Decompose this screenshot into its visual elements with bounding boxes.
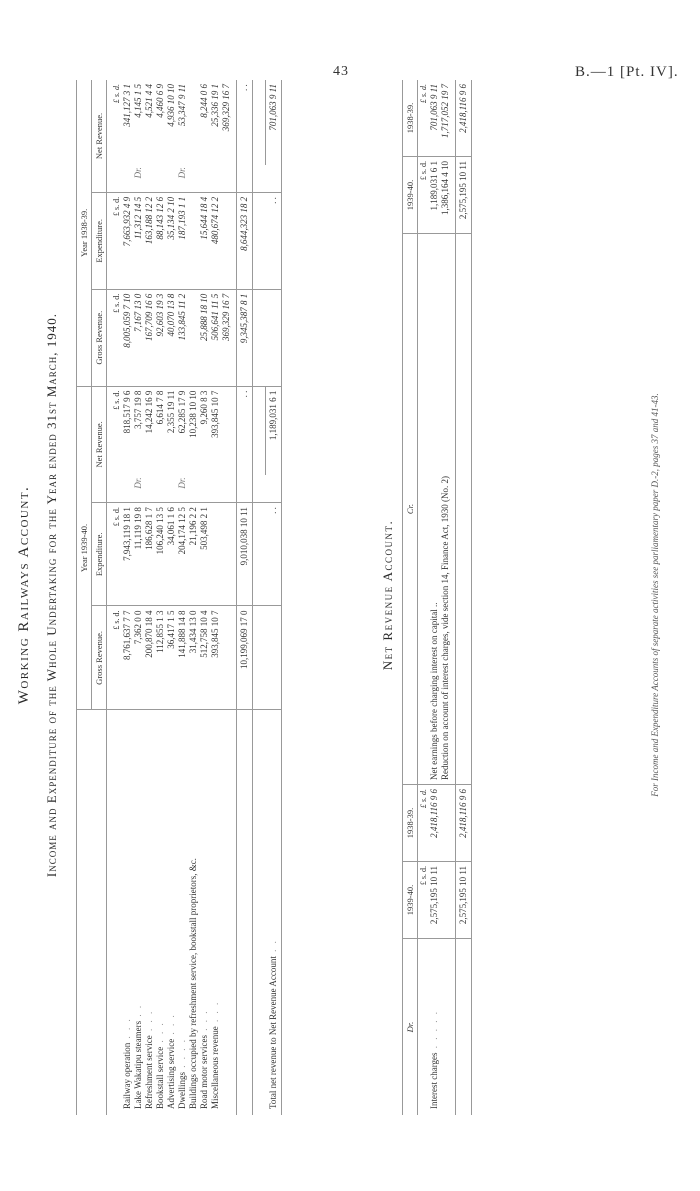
row-label: Road motor services: [199, 1035, 209, 1109]
unit-row: [418, 80, 430, 1115]
row-leader: [221, 1107, 231, 1109]
debit-prefix: [166, 475, 177, 502]
income-expenditure-table: [76, 80, 282, 1115]
debit-prefix: [188, 165, 199, 192]
expenditure-1938: 11,312 14 5: [133, 192, 144, 289]
cr-year-1938-header: 1938-39.: [403, 80, 418, 157]
cr-total-1939: 2,575,195 10 11: [456, 157, 472, 234]
debit-prefix: [155, 475, 166, 502]
expenditure-1938: 480,674 12 2: [210, 192, 221, 289]
gross-1938: 25,888 18 10: [199, 289, 210, 386]
table-row: [144, 80, 155, 1115]
gross-1938: 40,070 13 8: [166, 289, 177, 386]
row-label: Refreshment service: [144, 1035, 154, 1109]
debit-header: Dr.: [405, 1021, 415, 1033]
gross-1938: 167,709 16 6: [144, 289, 155, 386]
interest-reduction-1939: 1,386,164 4 10: [440, 157, 451, 234]
gross-1939: 36,417 1 5: [166, 606, 177, 710]
table-row: [429, 80, 440, 1115]
debit-prefix: [166, 165, 177, 192]
debit-prefix: [221, 165, 232, 192]
dr-total-1938: 2,418,116 9 6: [456, 785, 472, 862]
net-1938: 341,127 3 1: [122, 84, 132, 127]
gross-1938: 92,603 19 3: [155, 289, 166, 386]
interest-reduction-1938: 1,717,052 19 7: [440, 80, 451, 157]
debit-prefix: Dr.: [177, 475, 188, 502]
expenditure-1938: 88,143 12 6: [155, 192, 166, 289]
net-1939: 6,614 7 8: [155, 390, 165, 425]
gross-1938: 8,005,059 7 10: [122, 289, 133, 386]
net-revenue-account-table: [402, 80, 472, 1115]
net-1938: 53,347 9 11: [177, 84, 187, 127]
debit-prefix: [144, 165, 155, 192]
gross-1939: [221, 606, 232, 710]
net-earnings-1939: 1,189,031 6 1: [429, 157, 440, 234]
table-row: [166, 80, 177, 1115]
account-subtitle: Income and Expenditure of the Whole Undertaking for the Year ended 31st March, 1940.: [44, 312, 59, 878]
net-earnings-1938: 701,063 9 11: [429, 80, 440, 157]
net-transfer-value-1939: 1,189,031 6 1: [266, 386, 282, 475]
gross-1939: 31,434 13 0: [188, 606, 199, 710]
net-transfer-expenditure-1938: . .: [266, 192, 282, 289]
net-1939: 2,355 19 11: [166, 390, 176, 434]
debit-prefix: [210, 475, 221, 502]
net-1938: 25,336 19 1: [210, 84, 220, 127]
gross-revenue-header-2: Gross Revenue.: [92, 289, 107, 386]
gross-1938: 7,167 13 0: [133, 289, 144, 386]
unit-label: £ s. d.: [418, 157, 430, 234]
net-1938: 4,145 1 5: [133, 84, 143, 118]
gross-revenue-header-1: Gross Revenue.: [92, 606, 107, 710]
total-net-1939: . .: [239, 390, 249, 398]
net-1938: 4,936 10 10: [166, 84, 176, 127]
unit-label: £ s. d.: [111, 503, 122, 606]
expenditure-1939: 106,240 13 5: [155, 503, 166, 606]
row-label: Railway operation: [122, 1042, 132, 1109]
page-number: 43: [333, 64, 349, 79]
table-row: [133, 80, 144, 1115]
dr-total-1939: 2,575,195 10 11: [456, 862, 472, 939]
unit-row: [111, 80, 122, 1115]
expenditure-1939: 186,628 1 7: [144, 503, 155, 606]
row-label: Lake Wakatipu steamers: [133, 1020, 143, 1109]
expenditure-1939: 21,196 2 2: [188, 503, 199, 606]
interest-charges-1939: 2,575,195 10 11: [429, 862, 440, 939]
table-row: [210, 80, 221, 1115]
row-leader: . . .: [155, 1021, 165, 1043]
expenditure-1938: 35,134 2 10: [166, 192, 177, 289]
net-revenue-totals-row: [456, 80, 472, 1115]
table-row: [440, 80, 451, 1115]
gross-1938: 506,641 11 5: [210, 289, 221, 386]
unit-label: £ s. d.: [111, 192, 122, 289]
debit-prefix: Dr.: [177, 165, 188, 192]
table-row: [221, 80, 232, 1115]
expenditure-1939: 503,498 2 1: [199, 503, 210, 606]
row-leader: . . . . .: [429, 1009, 439, 1049]
net-transfer-label: Total net revenue to Net Revenue Account: [267, 956, 278, 1109]
debit-prefix: [122, 475, 133, 502]
debit-prefix: [155, 165, 166, 192]
unit-label: £ s. d.: [112, 390, 121, 410]
expenditure-1938: 187,193 1 1: [177, 192, 188, 289]
table-row: [199, 80, 210, 1115]
year-1938-39-header: Year 1938-39.: [77, 80, 92, 386]
net-1939: 818,517 9 6: [122, 390, 132, 434]
unit-label: £ s. d.: [111, 289, 122, 386]
net-transfer-expenditure-1939: . .: [266, 503, 282, 606]
dr-year-1939-header: 1939-40.: [403, 862, 418, 939]
row-label: Bookstall service: [155, 1046, 165, 1109]
gross-1939: 141,888 14 8: [177, 606, 188, 710]
expenditure-header-2: Expenditure.: [92, 192, 107, 289]
total-expenditure-1939: 9,010,038 10 11: [237, 503, 253, 606]
interest-reduction-description: Reduction on account of interest charges, vide section 14, Finance Act, 1930 (No. 2): [440, 234, 451, 785]
net-1939: 393,845 10 7: [210, 390, 220, 438]
cr-total-1938: 2,418,116 9 6: [456, 80, 472, 157]
expenditure-1938: 163,188 12 2: [144, 192, 155, 289]
expenditure-1938: [221, 192, 232, 289]
expenditure-1939: 34,061 1 6: [166, 503, 177, 606]
debit-prefix: [188, 475, 199, 502]
net-1939: [221, 386, 232, 475]
table-row: [188, 80, 199, 1115]
expenditure-1939: 204,174 12 5: [177, 503, 188, 606]
row-leader: . . .: [166, 1013, 176, 1035]
net-1939: 14,242 16 9: [144, 390, 154, 434]
row-leader: . . .: [122, 1017, 132, 1039]
debit-prefix: [199, 475, 210, 502]
net-1938: 4,460 6 9: [155, 84, 165, 118]
total-net-1938: . .: [239, 84, 249, 91]
cr-year-1939-header: 1939-40.: [403, 157, 418, 234]
debit-prefix: [122, 165, 133, 192]
net-1938: 8,244 0 6: [199, 84, 209, 118]
debit-prefix: [199, 165, 210, 192]
footnote: For Income and Expenditure Accounts of separate activities see parliamentary paper D.-2, pages 37 and 41-43.: [650, 393, 660, 797]
net-1939: 9,260 8 3: [199, 390, 209, 425]
label-column-header: [77, 710, 107, 1115]
row-label: Advertising service: [166, 1038, 176, 1109]
rotated-page-content: [10, 40, 690, 1150]
row-leader: . . .: [199, 1009, 209, 1031]
row-leader: . . .: [210, 1000, 220, 1023]
net-earnings-description: Net earnings before charging interest on capital ..: [429, 234, 440, 785]
unit-label: £ s. d.: [418, 785, 430, 862]
debit-prefix: [144, 475, 155, 502]
net-revenue-header-2: Net Revenue.: [92, 80, 107, 192]
row-label: Buildings occupied by refreshment service, bookstall proprietors, &c.: [188, 858, 198, 1109]
table-row: [122, 80, 133, 1115]
expenditure-1939: [221, 503, 232, 606]
expenditure-1939: 11,119 19 8: [133, 503, 144, 606]
year-1939-40-header: Year 1939-40.: [77, 386, 92, 710]
expenditure-1939: 7,943,119 18 1: [122, 503, 133, 606]
table-row: [155, 80, 166, 1115]
gross-1938: [188, 289, 199, 386]
gross-1939: 200,870 18 4: [144, 606, 155, 710]
expenditure-1938: [188, 192, 199, 289]
net-1939: 62,285 17 9: [177, 390, 187, 434]
expenditure-1938: 7,663,932 4 9: [122, 192, 133, 289]
total-gross-1939: 10,199,069 17 0: [237, 606, 253, 710]
gross-1939: 393,845 10 7: [210, 606, 221, 710]
debit-prefix: Dr.: [133, 165, 144, 192]
expenditure-1938: 15,644 18 4: [199, 192, 210, 289]
net-1938: 369,329 16 7: [221, 84, 231, 132]
debit-prefix: Dr.: [133, 475, 144, 502]
expenditure-1939: [210, 503, 221, 606]
net-1938: [188, 80, 199, 165]
unit-label: £ s. d.: [111, 606, 122, 710]
account-title: Working Railways Account.: [16, 485, 32, 705]
unit-label: £ s. d.: [112, 84, 121, 104]
expenditure-header-1: Expenditure.: [92, 503, 107, 606]
gross-1939: 112,855 1 3: [155, 606, 166, 710]
row-leader: . . . .: [177, 1038, 187, 1068]
net-revenue-header-1: Net Revenue.: [92, 386, 107, 503]
net-revenue-account-title: Net Revenue Account.: [380, 519, 395, 671]
page-reference: B.—1 [Pt. IV].: [575, 64, 679, 80]
net-1938: 4,521 4 4: [144, 84, 154, 118]
gross-1939: 8,761,637 7 7: [122, 606, 133, 710]
debit-prefix: [221, 475, 232, 502]
row-leader: . . .: [144, 1009, 154, 1032]
gross-1939: 512,758 10 4: [199, 606, 210, 710]
debit-prefix: [210, 165, 221, 192]
gross-1939: 7,362 0 0: [133, 606, 144, 710]
total-expenditure-1938: 8,644,323 18 2: [237, 192, 253, 289]
table-row: [177, 80, 188, 1115]
net-1939: 3,757 19 8: [133, 390, 143, 429]
row-label: Dwellings: [177, 1072, 187, 1109]
row-leader: [188, 856, 198, 858]
unit-label: £ s. d.: [418, 80, 430, 157]
net-1939: 10,238 10 10: [188, 390, 198, 438]
net-revenue-transfer-row: [266, 80, 282, 1115]
net-transfer-value-1938: 701,063 9 11: [266, 80, 282, 165]
unit-label: £ s. d.: [418, 862, 430, 939]
totals-row: [237, 80, 253, 1115]
row-label: Miscellaneous revenue: [210, 1026, 220, 1109]
total-gross-1938: 9,345,387 8 1: [237, 289, 253, 386]
gross-1938: 133,845 11 2: [177, 289, 188, 386]
interest-charges-label: Interest charges: [429, 1052, 439, 1109]
dr-year-1938-header: 1938-39.: [403, 785, 418, 862]
row-leader: . .: [133, 1003, 143, 1017]
row-leader: . .: [267, 939, 278, 952]
interest-charges-1938: 2,418,116 9 6: [429, 785, 440, 862]
credit-header: Cr.: [403, 234, 418, 785]
gross-1938: 369,329 16 7: [221, 289, 232, 386]
